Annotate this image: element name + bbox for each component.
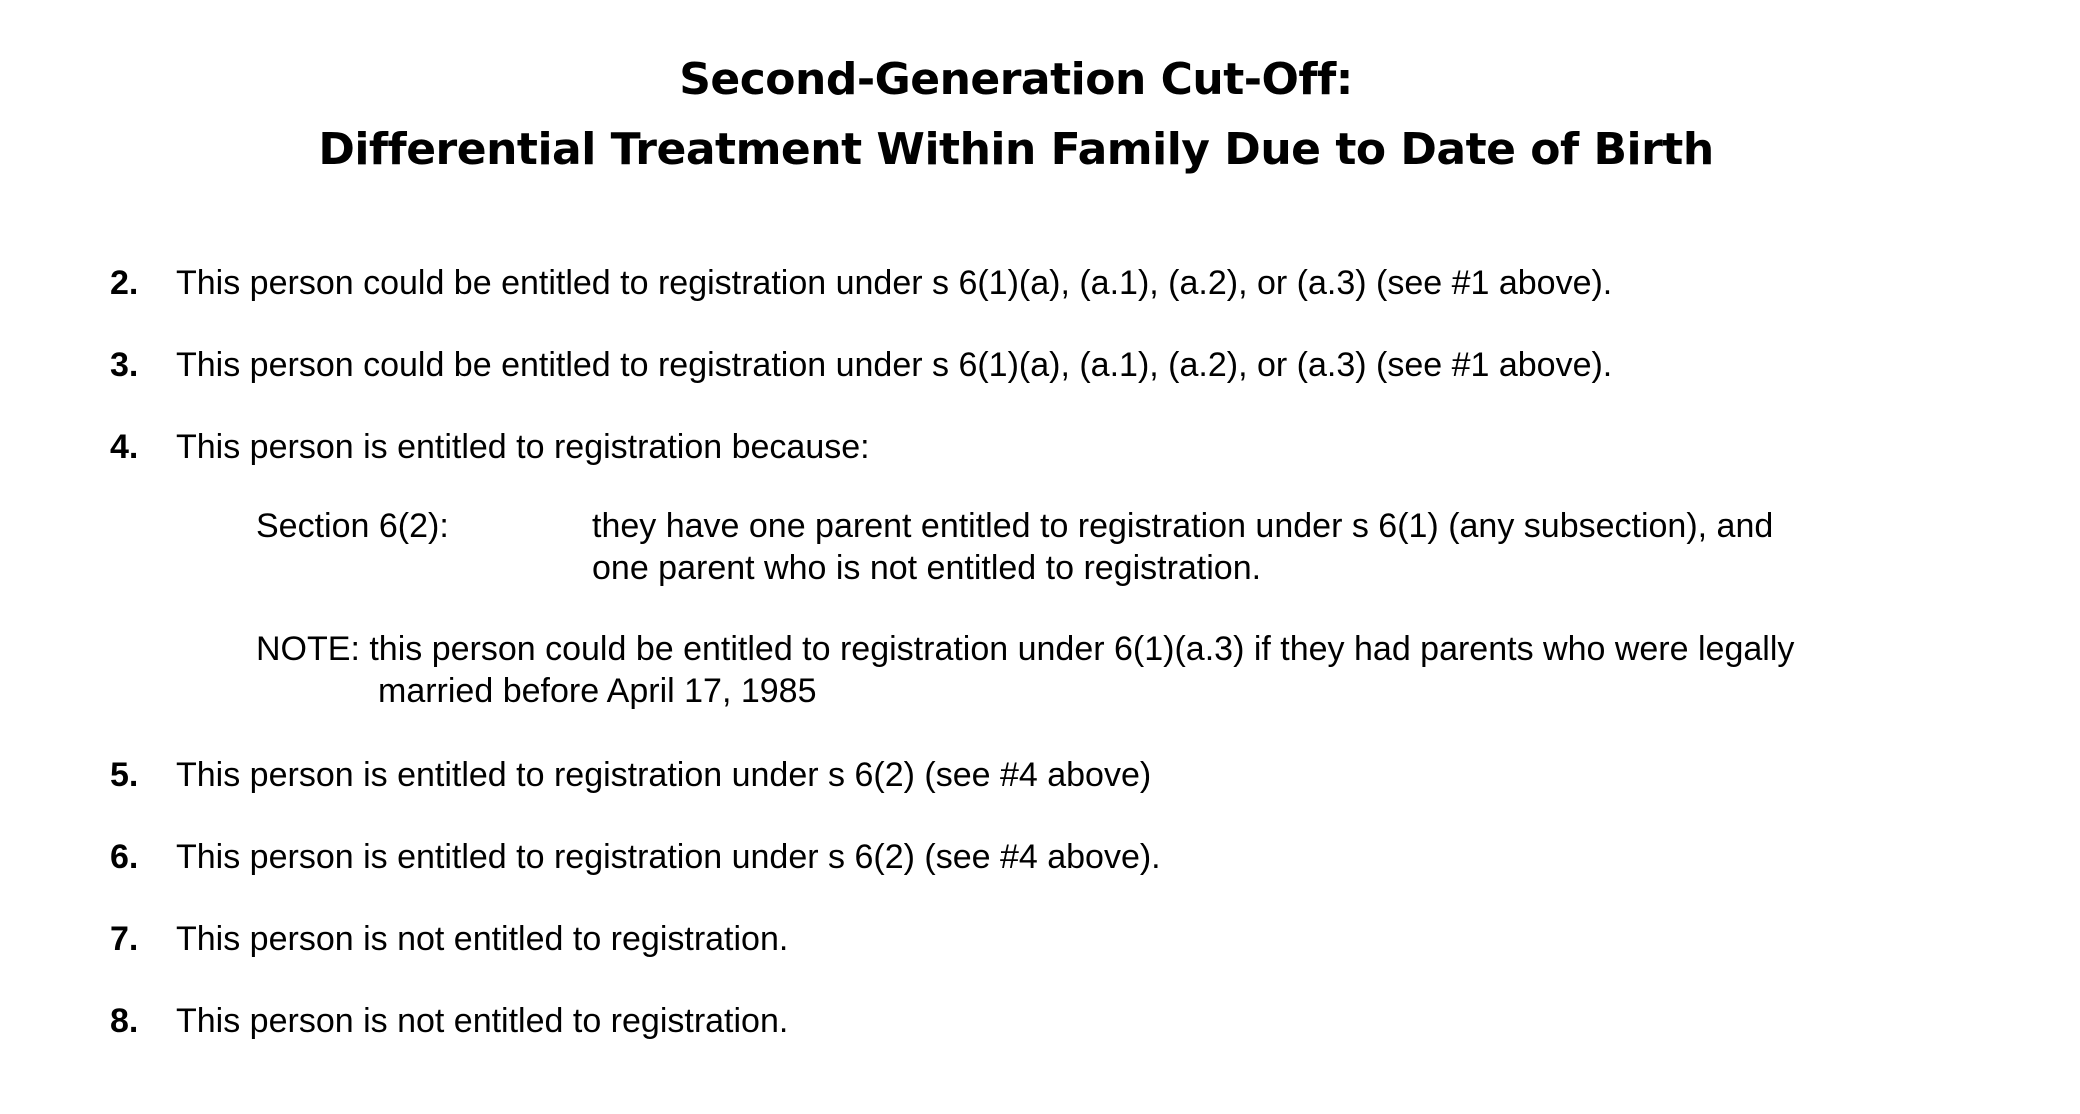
section-description-line-1: they have one parent entitled to registration under s 6(1) (any subsection), and [592,507,1774,545]
item-text: This person is entitled to registration under s 6(2) (see #4 above). [176,838,1161,876]
note-line-2: married before April 17, 1985 [378,672,817,710]
item-text: This person could be entitled to registration under s 6(1)(a), (a.1), (a.2), or (a.3) (see #1 above). [176,264,1613,302]
note-line-1: NOTE: this person could be entitled to registration under 6(1)(a.3) if they had parents who were legally [256,630,1795,668]
item-text: This person is not entitled to registration. [176,920,789,958]
page-title: Second-Generation Cut-Off: [679,54,1353,105]
item-text: This person could be entitled to registration under s 6(1)(a), (a.1), (a.2), or (a.3) (see #1 above). [176,346,1613,384]
item-number: 6. [110,838,139,876]
section-description [592,505,1773,589]
item-number: 3. [110,346,139,384]
section-description-line-2: one parent who is not entitled to registration. [592,549,1262,587]
item-number: 5. [110,756,139,794]
item-number: 2. [110,264,139,302]
item-text: This person is entitled to registration under s 6(2) (see #4 above) [176,756,1152,794]
item-number: 4. [110,428,139,466]
item-text: This person is entitled to registration because: [176,428,870,466]
item-number: 8. [110,1002,139,1040]
page-subtitle: Differential Treatment Within Family Due to Date of Birth [318,124,1714,175]
item-text: This person is not entitled to registration. [176,1002,789,1040]
item-number: 7. [110,920,139,958]
section-label: Section 6(2): [256,507,449,545]
